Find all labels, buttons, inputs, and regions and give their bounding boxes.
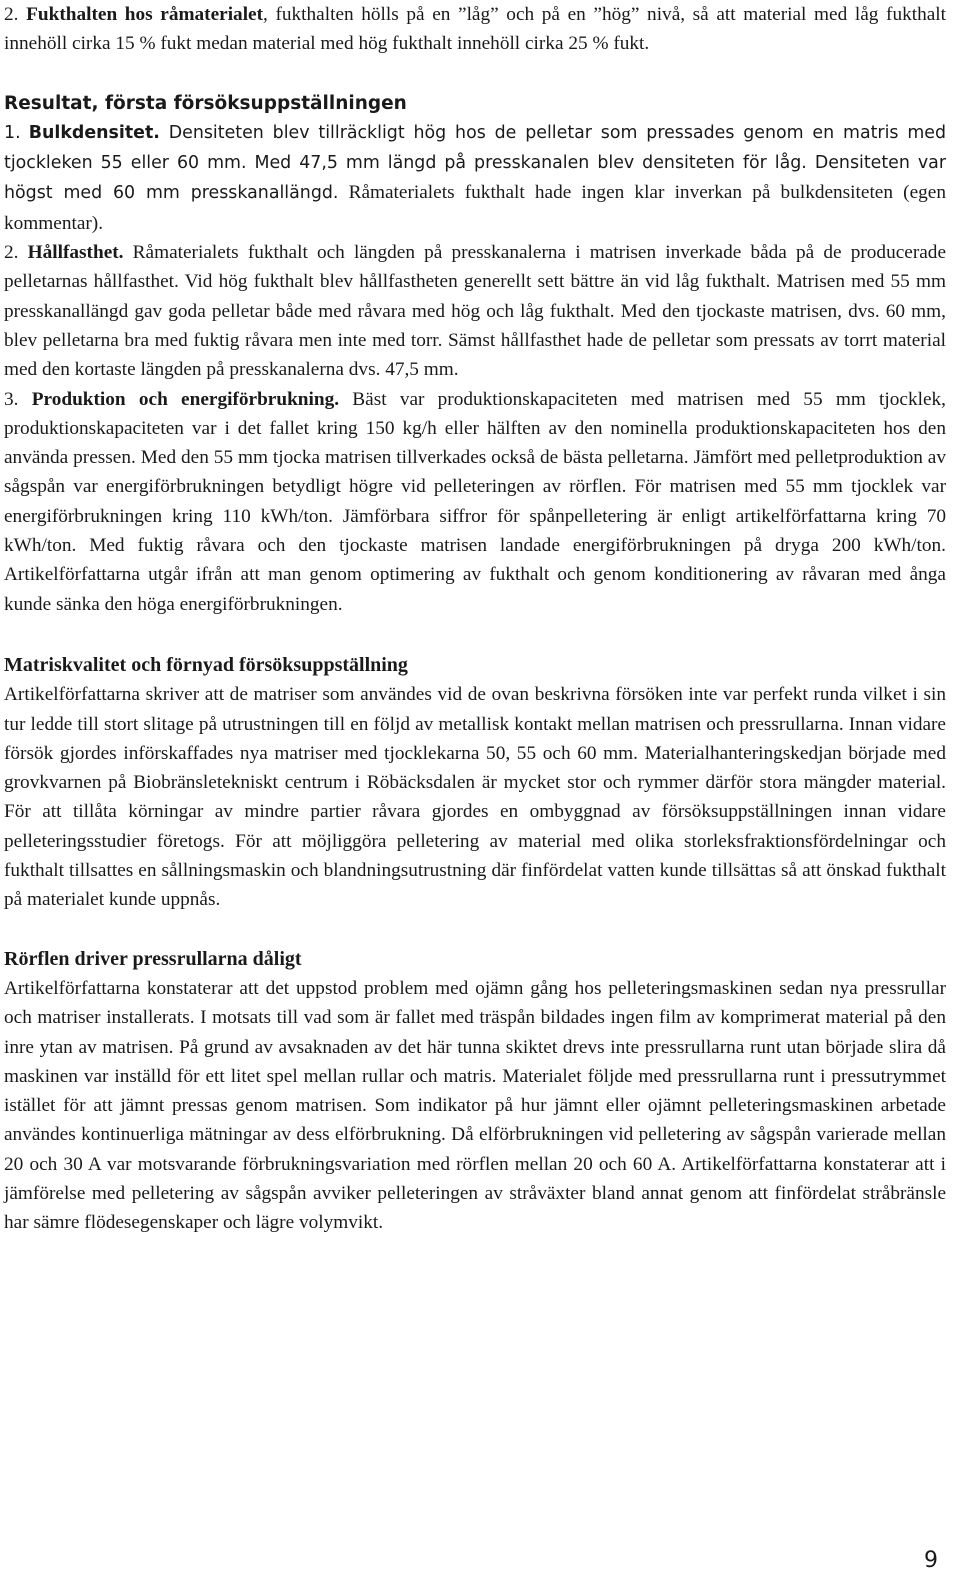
result-item-lead: Produktion och energiförbrukning. <box>31 388 340 410</box>
section-body-matrix-quality: Artikelförfattarna skriver att de matriser som användes vid de ovan beskrivna försöken inte var perfekt runda vilket i sin tur ledde till stort slitage på utrustningen till en följd av metallisk kontakt mellan matrisen och pressrullarna. Innan vidare försök gjordes införskaffades nya matriser med tjocklekarna 50, 55 och 60 mm. Materialhanteringskedjan började med grovkvarnen på Biobränsletekniskt centrum i Röbäcksdalen är mycket stor och rymmer därför stora mängder material. För att tillåta körningar av mindre partier råvara gjordes en ombyggnad av försöksuppställningen innan vidare pelleteringsstudier företogs. För att möjliggöra pelletering av material med olika storleksfraktionsfördelningar och fukthalt tillsattes en sållningsmaskin och blandningsutrustning där finfördelat vatten kunde tillsättas så att önskad fukthalt på materialet kunde uppnås. <box>4 684 946 911</box>
list-item-number: 2. <box>4 4 19 25</box>
result-item-number: 2. <box>4 242 19 264</box>
section-body-reed-canary: Artikelförfattarna konstaterar att det uppstod problem med ojämn gång hos pelleteringsmaskinen sedan nya pressrullar och matriser installerats. I motsats till vad som är fallet med träspån bildades ingen film av komprimerat material på den inre ytan av matrisen. På grund av avsaknaden av det här tunna skiktet drevs inte pressrullarna runt utan började slira då maskinen var inställd för ett litet spel mellan rullar och matris. Materialet följde med pressrullarna runt i pressutrymmet istället för att jämnt pressas genom matrisen. Som indikator på hur jämnt eller ojämnt pelleteringsmaskinen arbetade användes kontinuerliga mätningar av dess elförbrukning. Då elförbrukningen vid pelletering av sågspån varierade mellan 20 och 30 A var motsvarande förbrukningsvariation med rörflen mellan 20 och 60 A. Artikelförfattarna konstaterar att i jämförelse med pelletering av sågspån avviker pelleteringen av stråväxter bland annat genom att finfördelat stråbränsle har sämre flödesegenskaper och lägre volymvikt. <box>4 977 946 1234</box>
result-item-lead: Bulkdensitet. <box>28 122 160 143</box>
results-heading: Resultat, första försöksuppställningen <box>4 92 407 114</box>
list-item-moisture <box>4 0 946 59</box>
section-heading-matrix-quality: Matriskvalitet och förnyad försöksuppställning <box>4 653 408 676</box>
result-item-production <box>4 385 946 619</box>
result-item-text: Densiteten blev tillräckligt hög hos de pelletar som pressades genom en matris med tjockleken 55 eller 60 mm. Med 47,5 mm längd på presskanalen blev densiteten för låg. Densiteten var högst med 60 mm presskanallängd. <box>4 122 946 204</box>
document-page <box>4 0 946 1238</box>
result-item-text: Bäst var produktionskapaciteten med matrisen med 55 mm tjocklek, produktionskapaciteten var i det fallet kring 150 kg/h eller hälften av den nominella produktionskapaciteten hos den använda pressen. Med den 55 mm tjocka matrisen tillverkades också de bästa pelletarna. Jämfört med pelletproduktion av sågspån var energiförbrukningen betydligt högre vid pelleteringen av rörflen. För matrisen med 55 mm tjocklek var energiförbrukningen kring 110 kWh/ton. Jämförbara siffror för spånpelletering är enligt artikelförfattarna kring 70 kWh/ton. Med fuktig råvara och den tjockaste matrisen landade energiförbrukningen på dryga 200 kWh/ton. Artikelförfattarna utgår ifrån att man genom optimering av fukthalt och genom konditionering av råvaran med ånga kunde sänka den höga energiförbrukningen. <box>4 388 946 615</box>
result-item-text: Råmaterialets fukthalt och längden på presskanalerna i matrisen inverkade båda på de producerade pelletarnas hållfasthet. Vid hög fukthalt blev hållfastheten generellt sett bättre än vid låg fukthalt. Matrisen med 55 mm presskanallängd gav goda pelletar både med råvara med hög och låg fukthalt. Med den tjockaste matrisen, dvs. 60 mm, blev pelletarna bra med fuktig råvara men inte med torr. Sämst hållfasthet hade de pelletar som pressats av torrt material med den kortaste längden på presskanalerna dvs. 47,5 mm. <box>4 242 946 381</box>
list-item-text: , fukthalten hölls på en ”låg” och på en ”hög” nivå, så att material med låg fukthalt innehöll cirka 15 % fukt medan material med hög fukthalt innehöll cirka 25 % fukt. <box>4 4 946 55</box>
result-item-number: 3. <box>4 388 19 410</box>
page-number: 9 <box>924 1548 938 1573</box>
result-item-strength <box>4 238 946 384</box>
result-item-text: Råmaterialets fukthalt hade ingen klar inverkan på bulkdensiteten (egen kommentar). <box>4 182 946 234</box>
result-item-lead: Hållfasthet. <box>27 242 124 264</box>
result-item-number: 1. <box>4 122 21 143</box>
section-heading-reed-canary: Rörflen driver pressrullarna dåligt <box>4 947 302 970</box>
list-item-lead: Fukthalten hos råmaterialet <box>26 4 264 25</box>
result-item-bulk-density <box>4 118 946 238</box>
